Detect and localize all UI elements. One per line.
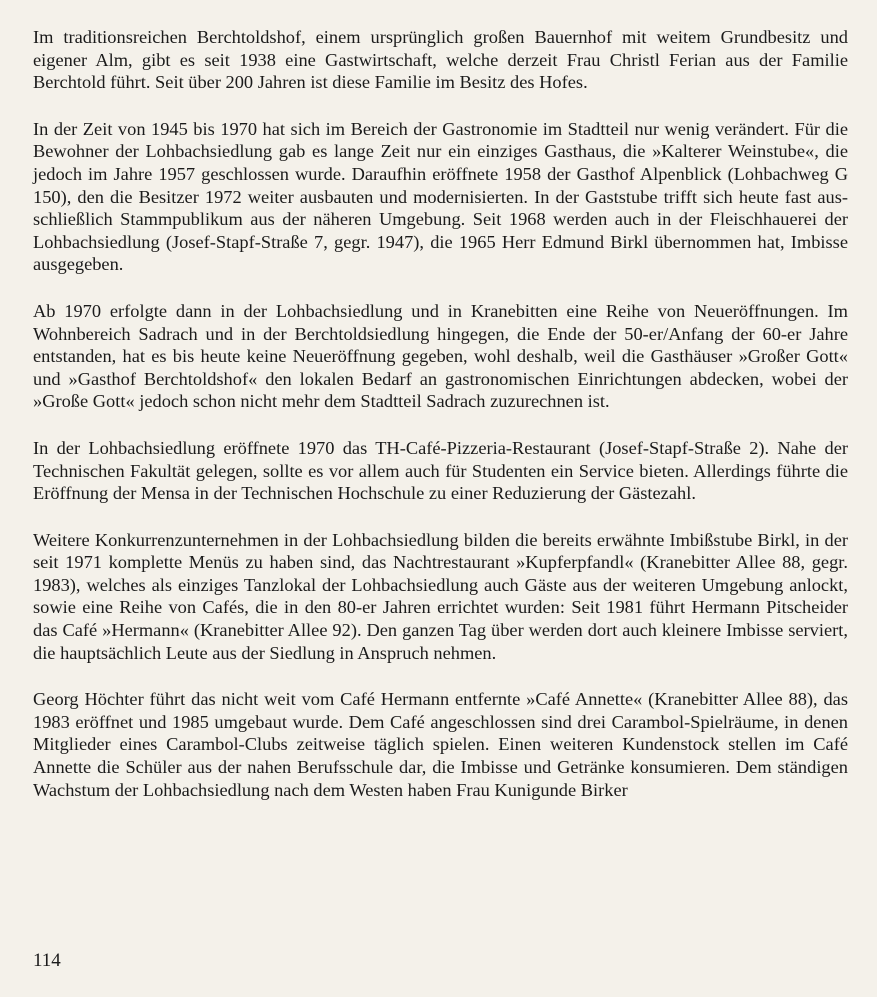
paragraph-cafe-annette: Georg Höchter führt das nicht weit vom Café Hermann entfernte »Café Annette« (Kranebitter Allee 88), das 1983 eröffnet und 1985 umgebaut wurde. Dem Café angeschlossen sind drei Carambol-Spielräume, in denen Mitglieder eines Carambol-Clubs zeitweise täglich spielen. Einen weiteren Kundenstock stellen im Café Annette die Schüler aus der nahen Berufsschule dar, die Imbisse und Getränke konsumieren. Dem ständigen Wachstum der Lohbachsiedlung nach dem Westen haben Frau Kunigunde Birker (33, 689, 848, 800)
paragraph-neueroeffnungen-ab-1970: Ab 1970 erfolgte dann in der Lohbachsiedlung und in Kranebitten eine Reihe von Neueröffnungen. Im Wohnbereich Sadrach und in der Berchtoldsiedlung hingegen, die Ende der 50-er/Anfang der 60-er Jahre entstanden, hat es bis heute keine Neueröffnung gegeben, wohl deshalb, weil die Gasthäuser »Großer Gott« und »Gasthof Berchtoldshof« den lokalen Bedarf an gastronomischen Einrichtungen abdecken, wobei der »Große Gott« jedoch schon nicht mehr dem Stadtteil Sadrach zuzurechnen ist. (33, 300, 848, 412)
paragraph-gastronomie-1945-1970: In der Zeit von 1945 bis 1970 hat sich im Bereich der Gastronomie im Stadtteil nur wenig verändert. Für die Bewohner der Lohbachsiedlung gab es lange Zeit nur ein einziges Gasthaus, die »Kalterer Weinstube«, die jedoch im Jahre 1957 geschlossen wurde. Daraufhin eröffnete 1958 der Gasthof Alpenblick (Lohbachweg G 150), den die Besitzer 1972 weiter ausbauten und modernisierten. In der Gaststube trifft sich heute fast ausschließlich Stammpublikum aus der näheren Umgebung. Seit 1968 werden auch in der Fleischhauerei der Lohbachsiedlung (Josef-Stapf-Straße 7, gegr. 1947), die 1965 Herr Edmund Birkl übernommen hat, Imbisse ausgegeben. (33, 118, 848, 275)
paragraph-berchtoldshof: Im traditionsreichen Berchtoldshof, einem ursprünglich großen Bauernhof mit weitem Grundbesitz und eigener Alm, gibt es seit 1938 eine Gastwirtschaft, welche derzeit Frau Christl Ferian aus der Familie Berchtold führt. Seit über 200 Jahren ist diese Familie im Besitz des Hofes. (33, 27, 848, 93)
paragraph-konkurrenzunternehmen: Weitere Konkurrenzunternehmen in der Lohbachsiedlung bilden die bereits erwähnte Imbißstube Birkl, in der seit 1971 komplette Menüs zu haben sind, das Nachtrestaurant »Kupferpfandl« (Kranebitter Allee 88, gegr. 1983), welches als einziges Tanzlokal der Lohbachsiedlung auch Gäste aus der weiteren Umgebung anlockt, sowie eine Reihe von Cafés, die in den 80-er Jahren errichtet wurden: Seit 1981 führt Hermann Pitscheider das Café »Hermann« (Kranebitter Allee 92). Den ganzen Tag über werden dort auch kleinere Imbisse serviert, die hauptsächlich Leute aus der Siedlung in Anspruch nehmen. (33, 529, 848, 663)
page-number: 114 (33, 950, 61, 971)
paragraph-th-cafe: In der Lohbachsiedlung eröffnete 1970 das TH-Café-Pizzeria-Restaurant (Josef-Stapf-Straße 2). Nahe der Technischen Fakultät gelegen, sollte es vor allem auch für Studenten ein Service bieten. Allerdings führte die Eröffnung der Mensa in der Technischen Hochschule zu einer Reduzierung der Gästezahl. (33, 437, 848, 504)
page-body (33, 26, 848, 825)
